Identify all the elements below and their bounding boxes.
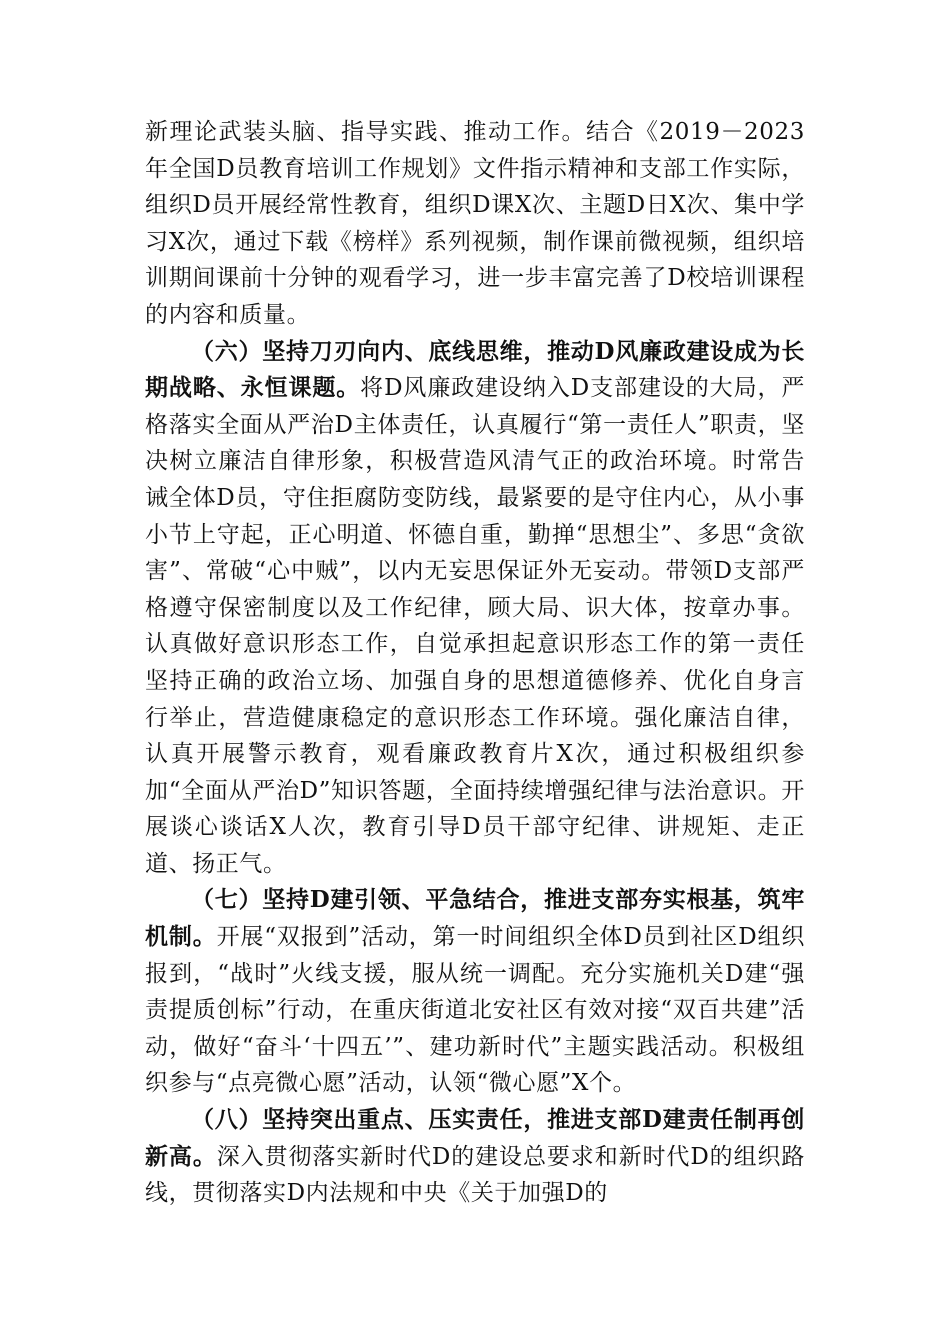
paragraph-text: 新理论武装头脑、指导实践、推动工作。结合《2019－2023年全国D员教育培训工作规划》文件指示精神和支部工作实际，组织D员开展经常性教育，组织D课X次、主题D日X次、集中学习X次，通过下载《榜样》系列视频，制作课前微视频，组织培训期间课前十分钟的观看学习，进一步丰富完善了D校培训课程的内容和质量。 xyxy=(145,119,805,328)
paragraph-continuation xyxy=(145,114,805,334)
paragraph-text: 深入贯彻落实新时代D的建设总要求和新时代D的组织路线，贯彻落实D内法规和中央《关于加强D的 xyxy=(145,1143,805,1207)
paragraph-section-8 xyxy=(145,1102,805,1212)
paragraph-section-7 xyxy=(145,882,805,1102)
section-heading-6: （六）坚持刀刃向内、底线思维，推动D风廉政建设成为长期战略、永恒课题。 xyxy=(145,337,805,402)
document-body xyxy=(145,114,805,1212)
section-heading-8: （八）坚持突出重点、压实责任，推进支部D建责任制再创新高。 xyxy=(145,1106,805,1170)
paragraph-text: 将D风廉政建设纳入D支部建设的大局，严格落实全面从严治D主体责任，认真履行“第一责任人”职责，坚决树立廉洁自律形象，积极营造风清气正的政治环境。时常告诫全体D员，守住拒腐防变防线，最紧要的是守住内心，从小事小节上守起，正心明道、怀德自重，勤掸“思想尘”、多思“贪欲害”、常破“心中贼”，以内无妄思保证外无妄动。带领D支部严格遵守保密制度以及工作纪律，顾大局、识大体，按章办事。认真做好意识形态工作，自觉承担起意识形态工作的第一责任坚持正确的政治立场、加强自身的思想道德修养、优化自身言行举止，营造健康稳定的意识形态工作环境。强化廉洁自律，认真开展警示教育，观看廉政教育片X次，通过积极组织参加“全面从严治D”知识答题，全面持续增强纪律与法治意识。开展谈心谈话X人次，教育引导D员干部守纪律、讲规矩、走正道、扬正气。 xyxy=(145,375,805,877)
section-heading-7: （七）坚持D建引领、平急结合，推进支部夯实根基，筑牢机制。 xyxy=(145,886,805,951)
paragraph-text: 开展“双报到”活动，第一时间组织全体D员到社区D组织报到，“战时”火线支援，服从统一调配。充分实施机关D建“强责提质创标”行动，在重庆街道北安社区有效对接“双百共建”活动，做好“奋斗‘十四五’”、建功新时代”主题实践活动。积极组织参与“点亮微心愿”活动，认领“微心愿”X个。 xyxy=(145,924,805,1097)
paragraph-section-6 xyxy=(145,334,805,883)
